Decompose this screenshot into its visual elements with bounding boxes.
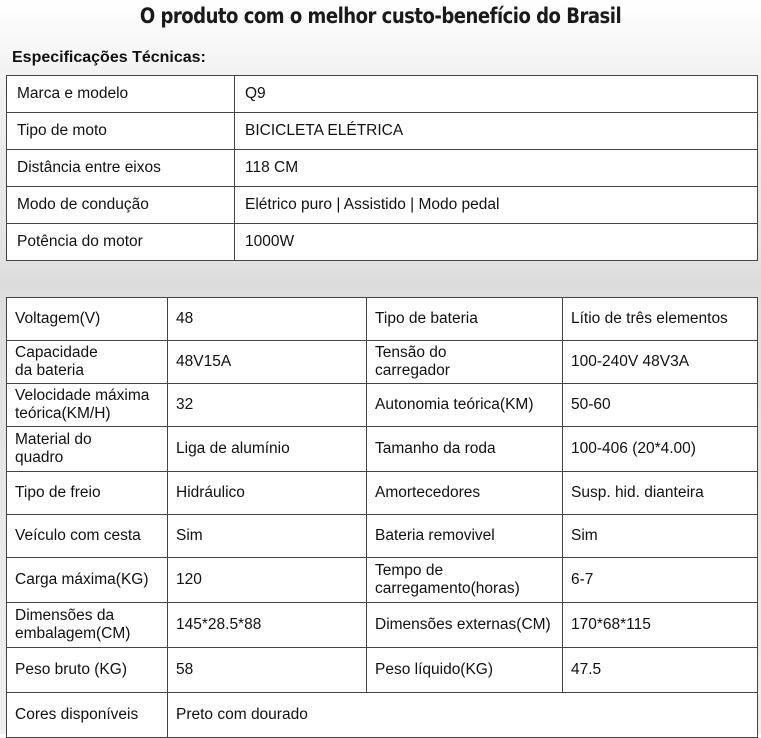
spec-label: Tipo de bateria bbox=[367, 298, 563, 341]
spec-value: 100-406 (20*4.00) bbox=[563, 427, 758, 472]
spec-label: Tipo de freio bbox=[7, 472, 168, 515]
spec-label: Veículo com cesta bbox=[7, 515, 168, 558]
spec-label: Bateria removivel bbox=[367, 515, 563, 558]
spec-label: Dimensões externas(CM) bbox=[367, 603, 563, 648]
spec-value: Liga de alumínio bbox=[168, 427, 367, 472]
spec-label: Dimensões da embalagem(CM) bbox=[7, 603, 168, 648]
section-title: Especificações Técnicas: bbox=[12, 49, 206, 66]
spec-label: Marca e modelo bbox=[7, 76, 235, 113]
spec-value: 50-60 bbox=[563, 384, 758, 427]
spec-label: Amortecedores bbox=[367, 472, 563, 515]
table-row bbox=[7, 224, 758, 261]
spec-value: 145*28.5*88 bbox=[168, 603, 367, 648]
table-row bbox=[7, 298, 758, 341]
table-row bbox=[7, 113, 758, 150]
spec-value: Preto com dourado bbox=[168, 693, 758, 738]
spec-value: 47.5 bbox=[563, 648, 758, 693]
spec-value: Hidráulico bbox=[168, 472, 367, 515]
spec-label: Tamanho da roda bbox=[367, 427, 563, 472]
spec-value: 6-7 bbox=[563, 558, 758, 603]
table-row bbox=[7, 187, 758, 224]
spec-label: Velocidade máxima teórica(KM/H) bbox=[7, 384, 168, 427]
table-row bbox=[7, 515, 758, 558]
spec-value: 120 bbox=[168, 558, 367, 603]
spec-label: Peso líquido(KG) bbox=[367, 648, 563, 693]
spec-label: Capacidade da bateria bbox=[7, 341, 168, 384]
table-row bbox=[7, 472, 758, 515]
spec-value: 48V15A bbox=[168, 341, 367, 384]
table-row bbox=[7, 427, 758, 472]
table-row bbox=[7, 693, 758, 738]
spec-value: Elétrico puro | Assistido | Modo pedal bbox=[235, 187, 758, 224]
table-row bbox=[7, 603, 758, 648]
detailed-specs-body bbox=[7, 298, 758, 738]
basic-specs-table bbox=[6, 75, 758, 261]
spec-value: 170*68*115 bbox=[563, 603, 758, 648]
spec-label: Distância entre eixos bbox=[7, 150, 235, 187]
spec-label: Carga máxima(KG) bbox=[7, 558, 168, 603]
spec-label: Voltagem(V) bbox=[7, 298, 168, 341]
spec-value: 118 CM bbox=[235, 150, 758, 187]
table-row bbox=[7, 341, 758, 384]
spec-value: Susp. hid. dianteira bbox=[563, 472, 758, 515]
spec-value: Lítio de três elementos bbox=[563, 298, 758, 341]
spec-value: Q9 bbox=[235, 76, 758, 113]
spec-label: Autonomia teórica(KM) bbox=[367, 384, 563, 427]
spec-value: 48 bbox=[168, 298, 367, 341]
spec-label: Tempo de carregamento(horas) bbox=[367, 558, 563, 603]
spec-value: BICICLETA ELÉTRICA bbox=[235, 113, 758, 150]
spec-value: Sim bbox=[563, 515, 758, 558]
spec-value: 1000W bbox=[235, 224, 758, 261]
spec-label: Modo de condução bbox=[7, 187, 235, 224]
table-row bbox=[7, 648, 758, 693]
spec-value: 32 bbox=[168, 384, 367, 427]
spec-value: Sim bbox=[168, 515, 367, 558]
table-row bbox=[7, 150, 758, 187]
spec-label: Material do quadro bbox=[7, 427, 168, 472]
spec-label: Tensão do carregador bbox=[367, 341, 563, 384]
spec-label: Tipo de moto bbox=[7, 113, 235, 150]
spec-label: Peso bruto (KG) bbox=[7, 648, 168, 693]
detailed-specs-table bbox=[6, 297, 758, 738]
table-row bbox=[7, 558, 758, 603]
spec-value: 58 bbox=[168, 648, 367, 693]
spec-value: 100-240V 48V3A bbox=[563, 341, 758, 384]
headline: O produto com o melhor custo-benefício do Brasil bbox=[139, 4, 622, 28]
table-row bbox=[7, 384, 758, 427]
table-row bbox=[7, 76, 758, 113]
spec-label: Cores disponíveis bbox=[7, 693, 168, 738]
spec-label: Potência do motor bbox=[7, 224, 235, 261]
